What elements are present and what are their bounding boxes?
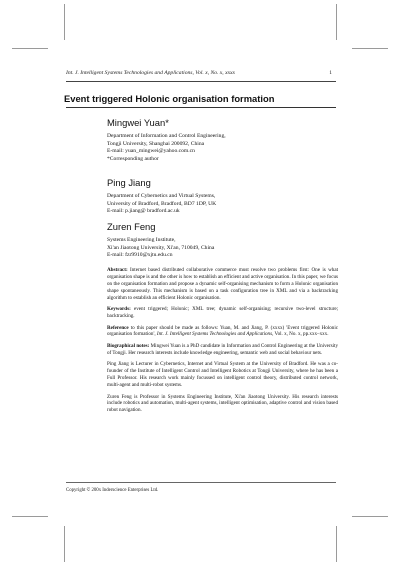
crop-mark bbox=[352, 516, 388, 517]
title-rule bbox=[66, 107, 336, 108]
abstract-paragraph bbox=[107, 267, 338, 302]
crop-mark bbox=[12, 48, 48, 49]
crop-mark bbox=[64, 4, 65, 40]
author-block bbox=[107, 117, 343, 163]
author-name: Ping Jiang bbox=[107, 177, 151, 188]
author-email: E-mail: fzr9910@xjtu.edu.cn bbox=[107, 252, 173, 259]
author-block bbox=[107, 221, 343, 260]
reference-volume: , Vol. x, No. x, pp.xxx–xxx. bbox=[272, 331, 329, 338]
crop-mark bbox=[64, 526, 65, 562]
author-name: Mingwei Yuan* bbox=[107, 117, 169, 128]
bio-paragraph: Ping Jiang is Lecturer in Cybernetics, Internet and Virtual System at the University of Bradford. He was a co-founder of the Institute of Intelligent Control and Intelligent Robotics at Tongji University, where he has been a Full Professor. His research work mainly focussed on intelligent control theory, distributed control network, multi-agent and multi-robot systems. bbox=[107, 361, 338, 389]
bio-paragraph bbox=[107, 343, 338, 357]
footer-rule bbox=[66, 482, 336, 483]
author-block bbox=[107, 177, 343, 216]
affiliation-line: Systems Engineering Institute, bbox=[107, 237, 176, 243]
affiliation-line: University of Bradford, Bradford, BD7 1DP, UK bbox=[107, 200, 217, 207]
crop-mark bbox=[336, 526, 337, 562]
reference-label: Reference bbox=[107, 324, 129, 331]
copyright-notice: Copyright © 200x Inderscience Enterprises Ltd. bbox=[66, 488, 159, 493]
bio-paragraph: Zuren Feng is Professor in Systems Engineering Institute, Xi'an Jiaotong University. His research interests include robotics and automation, multi-agent systems, intelligent optimisation, adaptive control and vision based robot navigation. bbox=[107, 393, 338, 414]
author-email: E-mail: p.jiang@ bradford.ac.uk bbox=[107, 208, 180, 215]
journal-citation: Int. J. Intelligent Systems Technologies and Applications, Vol. x, No. x, xxxx bbox=[66, 70, 236, 76]
abstract-text: Internet based distributed collaborative commerce must resolve two problems first: One is what organisation shape is and the other is how to establish an efficient and active organisation. In this paper, we focus on the organisation formation and propose a dynamic self-organising mechanism to form a Holonic organisation shape spontaneously. This mechanism is based on a task configuration tree in XML and via a backtracking algorithm to establish an efficient Holonic organisation. bbox=[107, 267, 338, 301]
author-affiliation bbox=[107, 237, 343, 260]
crop-mark bbox=[336, 4, 337, 40]
author-affiliation bbox=[107, 193, 343, 216]
author-email: E-mail: yuan_mingwei@yahoo.com.cn bbox=[107, 148, 195, 155]
keywords-paragraph bbox=[107, 306, 338, 320]
corresponding-note: *Corresponding author bbox=[107, 155, 159, 162]
reference-journal: Int. J. Intelligent Systems Technologies and Applications bbox=[156, 331, 273, 338]
affiliation-line: Xi'an Jiaotong University, Xi'an, 710049, China bbox=[107, 244, 215, 251]
front-matter bbox=[107, 267, 338, 419]
keywords-text: event triggered; Holonic; XML tree; dynamic self-organising; recursive two-level structure; backtracking. bbox=[107, 306, 338, 320]
paper-title: Event triggered Holonic organisation formation bbox=[64, 93, 275, 104]
author-name: Zuren Feng bbox=[107, 221, 156, 232]
keywords-label: Keywords: bbox=[107, 306, 131, 313]
running-header bbox=[66, 70, 332, 76]
abstract-label: Abstract: bbox=[107, 267, 128, 273]
crop-mark bbox=[352, 48, 388, 49]
reference-text: to this paper should be made as follows: Yuan, M. and Jiang, P. (xxxx) 'Event triggered Holonic organisation formation', bbox=[107, 324, 338, 338]
bio-label: Biographical notes: bbox=[107, 342, 150, 349]
affiliation-line: Tongji University, Shanghai 200092, China bbox=[107, 140, 205, 147]
crop-mark bbox=[12, 516, 48, 517]
page-number: 1 bbox=[329, 70, 332, 76]
author-affiliation bbox=[107, 133, 343, 163]
header-rule bbox=[66, 81, 336, 82]
reference-paragraph bbox=[107, 325, 338, 339]
affiliation-line: Department of Cybernetics and Virtual Systems, bbox=[107, 193, 216, 199]
affiliation-line: Department of Information and Control Engineering, bbox=[107, 133, 226, 139]
bio-text: Mingwei Yuan is a PhD candidate in Information and Control Engineering at the University of Tongji. Her research interests include knowledge engineering, semantic web and social behaviour nets. bbox=[107, 342, 339, 356]
